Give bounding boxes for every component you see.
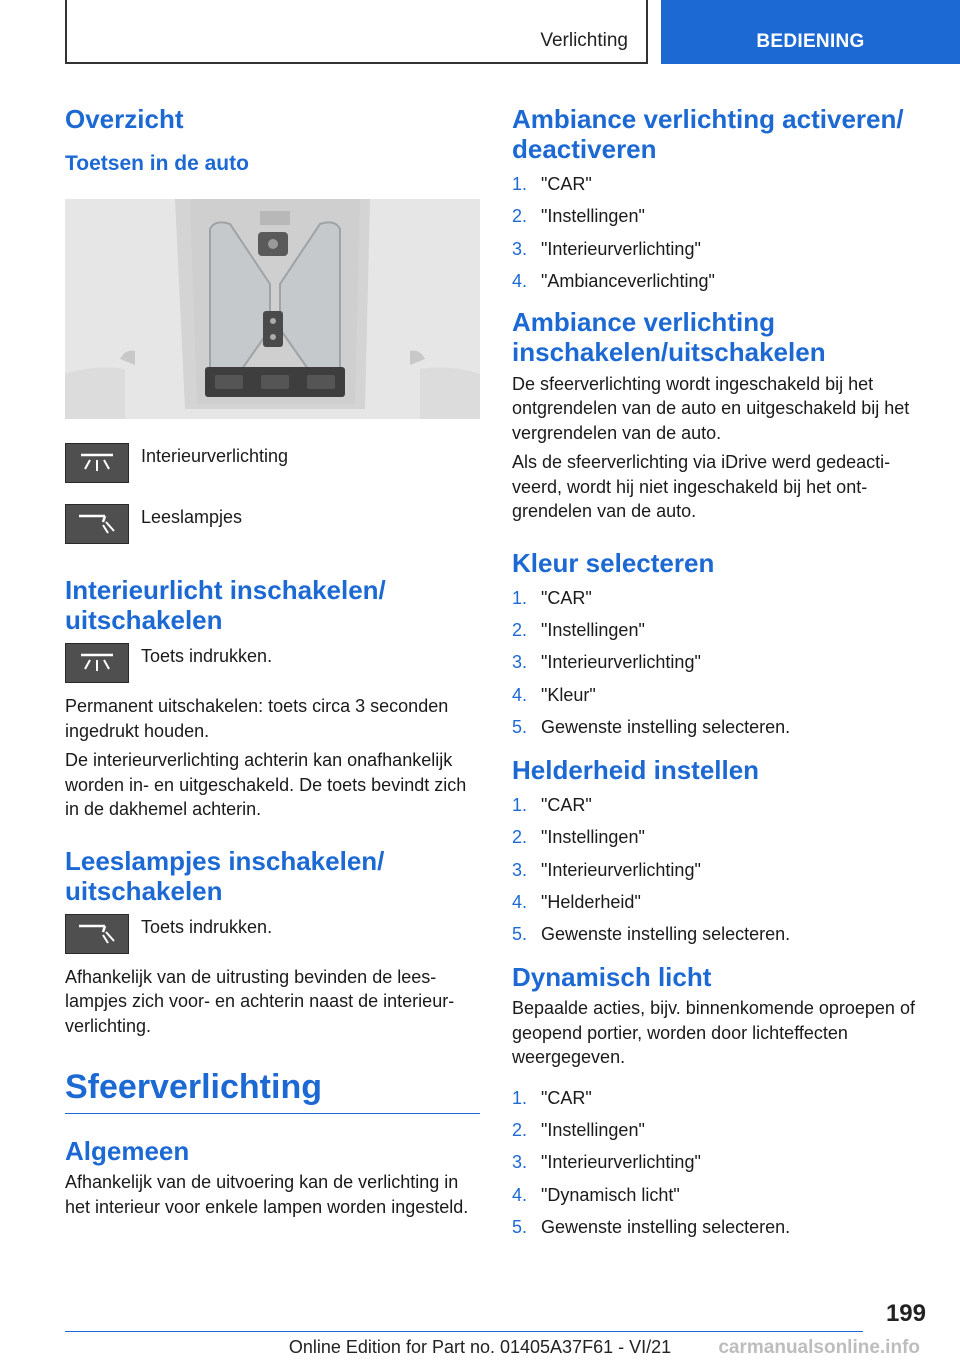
- list-item: 2. "Instellingen": [512, 620, 645, 641]
- heading-toetsen: Toetsen in de auto: [65, 152, 249, 175]
- header-chapter-tab[interactable]: BEDIENING: [661, 0, 960, 64]
- list-item: 1. "CAR": [512, 174, 592, 194]
- heading-interieurlicht: Interieurlicht inschakelen/ uitschakelen: [65, 575, 386, 635]
- text-inschakelen-p1: De sfeerverlichting wordt ingeschakeld bij het ontgrendelen van de auto en uitgeschakeld bij het vergrendelen van de auto.: [512, 373, 910, 443]
- label-leeslampjes: Leeslampjes: [141, 507, 243, 527]
- heading-kleur: Kleur selecteren: [512, 547, 715, 578]
- list-item: 5. Gewenste instelling selecteren.: [512, 717, 791, 738]
- steps-helderheid: [512, 793, 922, 946]
- footer-divider: [65, 1331, 863, 1332]
- list-item: 1. "CAR": [512, 587, 592, 608]
- interior-light-icon: [65, 443, 129, 483]
- list-item: 4. "Kleur": [512, 684, 596, 705]
- heading-overzicht: Overzicht: [65, 104, 184, 134]
- text-interieurlicht-p2: De interieurverlichting achterin kan onafhankelijk worden in- en uitgeschakeld. De toets bevindt zich in de dakhemel achterin.: [65, 750, 467, 819]
- list-item: 4. "Ambianceverlichting": [512, 270, 715, 291]
- text-inschakelen-p2: Als de sfeerverlichting via iDrive werd gedeactiveerd, wordt hij niet ingeschakeld bij het ontgrendelen van de auto.: [512, 452, 891, 522]
- steps-activeren: [512, 172, 922, 293]
- text-interieurlicht-p1: Permanent uitschakelen: toets circa 3 seconden ingedrukt houden.: [65, 696, 449, 741]
- reading-light-icon: [65, 504, 129, 544]
- list-item: 1. "CAR": [512, 1087, 592, 1108]
- icon-row-reading: [65, 504, 480, 544]
- left-column: [65, 96, 480, 1219]
- text-dynamisch-p1: Bepaalde acties, bijv. binnenkomende oproepen of geopend portier, worden door lichteffecten weergegeven.: [512, 998, 915, 1068]
- watermark: carmanualsonline.info: [718, 1337, 920, 1358]
- list-item: 3. "Interieurverlichting": [512, 1152, 701, 1173]
- heading-dynamisch: Dynamisch licht: [512, 962, 712, 993]
- list-item: 2. "Instellingen": [512, 827, 645, 848]
- roof-console-photo: [65, 199, 480, 419]
- header-section-box: [65, 0, 648, 64]
- steps-kleur: [512, 586, 922, 739]
- text-toets-indrukken-2: Toets indrukken.: [141, 916, 273, 937]
- list-item: 4. "Helderheid": [512, 891, 641, 912]
- list-item: 5. Gewenste instelling selecteren.: [512, 1216, 791, 1237]
- text-leeslampjes-p1: Afhankelijk van de uitrusting bevinden de leeslampjes zich voor- en achterin naast de interieurverlichting.: [65, 966, 455, 1036]
- heading-sfeerverlichting: Sfeerverlichting: [65, 1068, 480, 1114]
- text-toets-indrukken-1: Toets indrukken.: [141, 646, 273, 666]
- list-item: 2. "Instellingen": [512, 1120, 645, 1141]
- heading-helderheid: Helderheid instellen: [512, 755, 760, 786]
- steps-dynamisch: [512, 1086, 922, 1239]
- heading-activeren: Ambiance verlichting activeren/ deactiveren: [512, 104, 904, 164]
- header-section-title: Verlichting: [540, 30, 628, 51]
- right-column: [512, 96, 922, 1247]
- text-algemeen-p1: Afhankelijk van de uitvoering kan de verlichting in het interieur voor enkele lampen worden ingesteld.: [65, 1172, 469, 1217]
- icon-row-interieurlicht-press: [65, 643, 480, 683]
- heading-leeslampjes: Leeslampjes inschakelen/ uitschakelen: [65, 845, 385, 906]
- label-interieurverlichting: Interieurverlichting: [141, 446, 289, 466]
- list-item: 1. "CAR": [512, 795, 592, 816]
- list-item: 2. "Instellingen": [512, 206, 645, 227]
- list-item: 3. "Interieurverlichting": [512, 652, 701, 673]
- icon-row-leeslampjes-press: [65, 914, 480, 954]
- footer-edition: Online Edition for Part no. 01405A37F61 - VI/21: [288, 1337, 672, 1357]
- list-item: 5. Gewenste instelling selecteren.: [512, 924, 791, 945]
- heading-inschakelen: Ambiance verlichting inschakelen/uitschakelen: [512, 306, 826, 367]
- page-number: 199: [885, 1300, 926, 1327]
- list-item: 3. "Interieurverlichting": [512, 238, 701, 259]
- interior-light-icon: [65, 643, 129, 683]
- roof-console-illustration: [65, 199, 480, 419]
- list-item: 4. "Dynamisch licht": [512, 1184, 680, 1205]
- icon-row-interior: [65, 443, 480, 483]
- heading-algemeen: Algemeen: [65, 1136, 190, 1166]
- reading-light-icon: [65, 914, 129, 954]
- list-item: 3. "Interieurverlichting": [512, 859, 701, 880]
